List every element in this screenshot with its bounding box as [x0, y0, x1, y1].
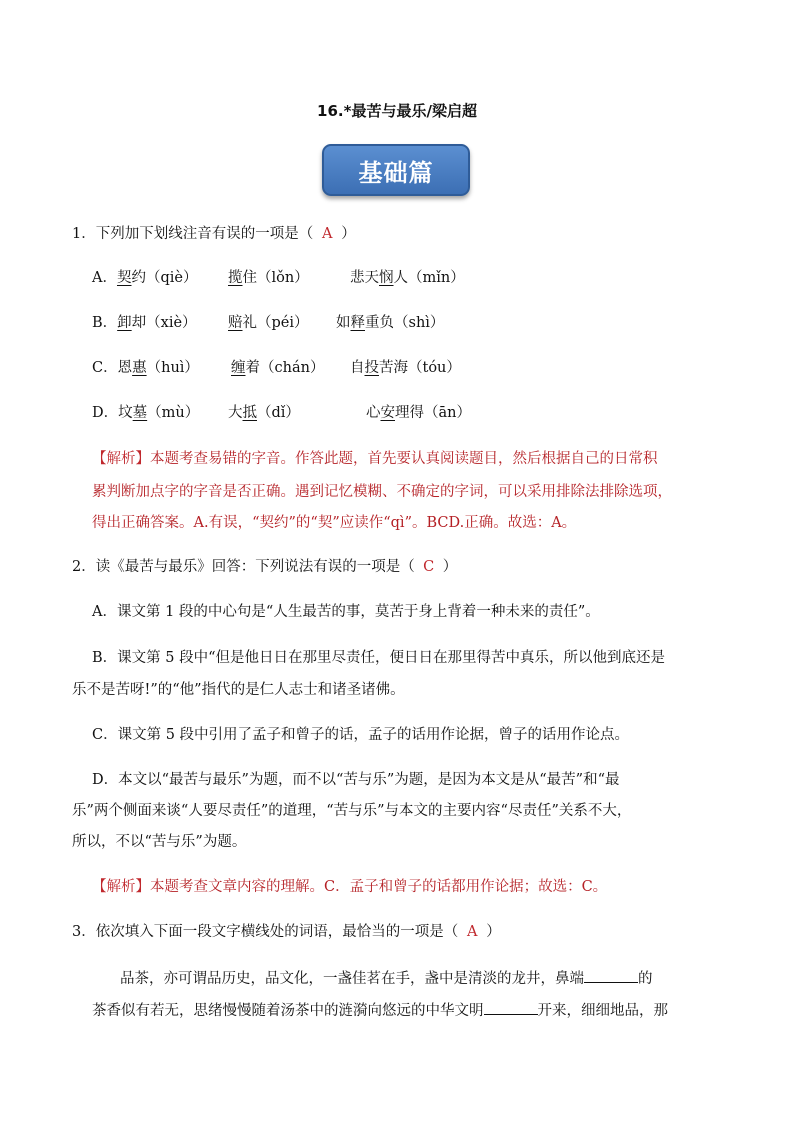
fill-blank-1: [584, 968, 638, 983]
fill-blank-2: [484, 1000, 538, 1015]
question-3-stem: 3．依次填入下面一段文字横线处的词语，最恰当的一项是（ A ）: [72, 924, 501, 940]
question-1-answer: A: [321, 226, 333, 242]
section-banner: 基础篇: [322, 144, 470, 196]
question-2-option-a: A．课文第 1 段的中心句是“人生最苦的事，莫苦于身上背着一种未来的责任”。: [92, 604, 600, 620]
question-1-option-d: D．坟墓（mù） 大抵（dǐ） 心安理得（ān）: [92, 405, 471, 421]
question-1-option-c: C．恩惠（huì） 缠着（chán） 自投苦海（tóu）: [92, 360, 461, 376]
question-2-option-b: B．课文第 5 段中“但是他日日在那里尽责任，便日日在那里得苦中真乐，所以他到底还是: [92, 650, 666, 666]
question-1-option-b: B．卸却（xiè） 赔礼（péi） 如释重负（shì）: [92, 315, 445, 331]
question-2-option-b-cont: 乐不是苦呀!”的“他”指代的是仁人志士和诸圣诸佛。: [72, 682, 405, 698]
question-1-analysis-line-1: 【解析】本题考查易错的字音。作答此题，首先要认真阅读题目，然后根据自己的日常积: [92, 451, 658, 467]
question-3-passage-line-2: 茶香似有若无，思绪慢慢随着汤茶中的涟漪向悠远的中华文明 开来，细细地品，那: [92, 1000, 668, 1021]
page-title: 16.*最苦与最乐/梁启超: [317, 102, 477, 120]
question-2-option-d-cont-1: 乐”两个侧面来谈“人要尽责任”的道理，“苦与乐”与本文的主要内容“尽责任”关系不大，: [72, 803, 632, 819]
question-1-analysis-line-2: 累判断加点字的字音是否正确。遇到记忆模糊、不确定的字词，可以采用排除法排除选项，: [92, 484, 672, 500]
question-2-answer: C: [423, 559, 435, 575]
question-2-option-c: C．课文第 5 段中引用了孟子和曾子的话，孟子的话用作论据，曾子的话用作论点。: [92, 727, 630, 743]
question-3-passage-line-1: 品茶，亦可谓品历史，品文化，一盏佳茗在手，盏中是清淡的龙井，鼻端 的: [120, 968, 653, 989]
question-1-option-a: A．契约（qiè） 揽住（lǒn） 悲天悯人（mǐn）: [92, 270, 465, 286]
question-2-option-d-cont-2: 所以，不以“苦与乐”为题。: [72, 834, 247, 850]
question-1-stem: 1．下列加下划线注音有误的一项是（ A ）: [72, 226, 356, 242]
question-2-option-d: D．本文以“最苦与最乐”为题，而不以“苦与乐”为题，是因为本文是从“最苦”和“最: [92, 772, 620, 788]
question-2-stem: 2．读《最苦与最乐》回答：下列说法有误的一项是（ C ）: [72, 559, 458, 575]
question-2-analysis: 【解析】本题考查文章内容的理解。C．孟子和曾子的话都用作论据；故选：C。: [92, 879, 608, 895]
question-1-analysis-line-3: 得出正确答案。A.有误，“契约”的“契”应读作“qì”。BCD.正确。故选：A。: [92, 515, 577, 531]
question-3-answer: A: [466, 924, 478, 940]
